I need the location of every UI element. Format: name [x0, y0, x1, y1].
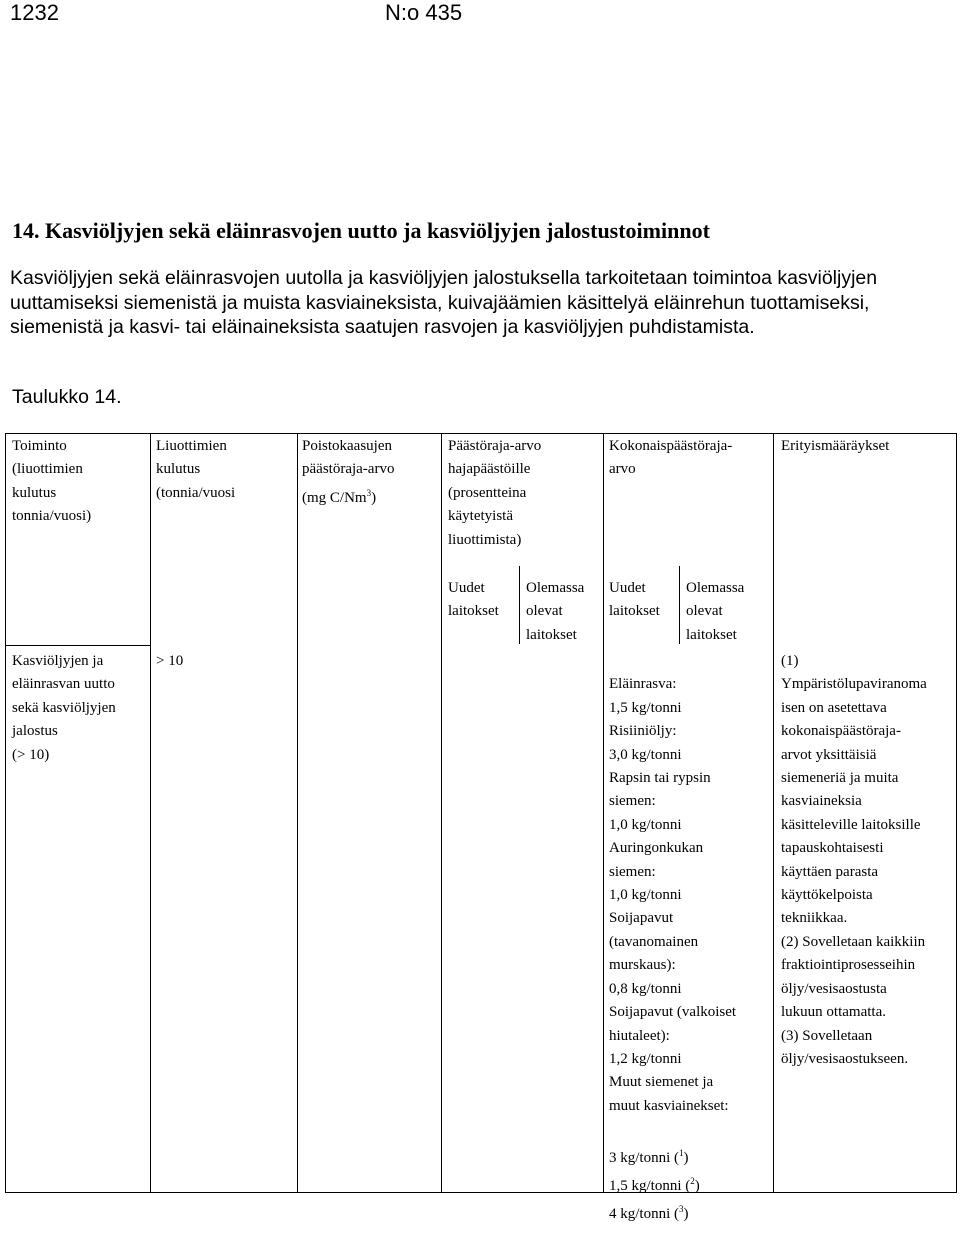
kokonais-line: Soijapavut (valkoiset [609, 1004, 737, 1021]
body-paragraph: Kasviöljyjen sekä eläinrasvojen uutolla ja kasviöljyjen jalostuksella tarkoitetaan toimintoa kasviöljyjen uuttamiseksi siemenistä ja muista kasviaineksista, kuivajäämien käsittelyä eläinrehun tuottamiseksi, siemenistä ja kasvi- tai eläinaineksista saatujen rasvojen ja kasviöljyjen puhdistamista. [10, 267, 878, 338]
kokonais-line: murskaus): [609, 957, 676, 974]
header-hajapaastot: Päästöraja-arvo hajapäästöille (prosentteina käytetyistä liuottimista) [448, 438, 542, 548]
column-divider [603, 433, 604, 1193]
note-superscript: 2 [690, 1175, 695, 1186]
kokonais-note-line [609, 1170, 736, 1198]
note-value: 4 kg/tonni ( [609, 1206, 679, 1223]
note-superscript: 1 [679, 1147, 684, 1158]
table-border-top [5, 433, 957, 434]
kokonais-line: 3,0 kg/tonni [609, 746, 682, 763]
kokonais-line: Risiiniöljy: [609, 723, 677, 740]
note-close: ) [694, 1177, 700, 1194]
subcolumn-divider [519, 566, 520, 644]
kokonais-note-line [609, 1142, 736, 1170]
cell-toiminto: Kasviöljyjen ja eläinrasvan uutto sekä kasviöljyjen jalostus (> 10) [12, 653, 116, 763]
kokonais-line: 0,8 kg/tonni [609, 980, 682, 997]
kokonais-line: Auringonkukan [609, 840, 704, 857]
kokonais-line: Muut siemenet ja [609, 1074, 714, 1091]
note-value: 1,5 kg/tonni ( [609, 1177, 691, 1194]
cell-erityismaaraykset: (1) Ympäristölupaviranoma isen on asetettava kokonaispäästöraja- arvot yksittäisiä siemeneriä ja muita kasviaineksia käsitteleville laitoksille tapauskohtaisesti käyttäen parasta käyttökelpoista tekniikkaa. (2) Sovelletaan kaikkiin fraktiointiprosesseihin öljy/vesisaostusta lukuun ottamatta. (3) Sovelletaan öljy/vesisaostukseen. [781, 653, 927, 1067]
header-poistokaasujen-raja [302, 435, 394, 510]
column-divider [150, 433, 151, 1193]
table-border-left [5, 433, 6, 1193]
header-liuottimien-kulutus: Liuottimien kulutus (tonnia/vuosi [156, 438, 236, 501]
subheader-kok-olemassa: Olemassa olevat laitokset [686, 580, 745, 643]
note-value: 3 kg/tonni ( [609, 1149, 679, 1166]
header-toiminto: Toiminto (liuottimien kulutus tonnia/vuosi) [12, 438, 92, 525]
emission-limits-table [5, 433, 957, 1223]
section-title: 14. Kasviöljyjen sekä eläinrasvojen uutto ja kasviöljyjen jalostustoiminnot [12, 218, 710, 243]
kokonais-line: (tavanomainen [609, 933, 699, 950]
kokonais-line: 1,0 kg/tonni [609, 887, 682, 904]
kokonais-line: 1,2 kg/tonni [609, 1050, 682, 1067]
note-superscript: 3 [679, 1204, 684, 1215]
kokonais-line: Rapsin tai rypsin [609, 770, 711, 787]
kokonais-line: hiutaleet): [609, 1027, 670, 1044]
kokonais-notes [609, 1142, 736, 1227]
kokonais-line: 1,0 kg/tonni [609, 816, 682, 833]
header-poisto-text: Poistokaasujen päästöraja-arvo (mg C/Nm [302, 438, 395, 506]
kokonais-line: siemen: [609, 793, 656, 810]
header-poisto-close: ) [371, 489, 377, 506]
row-divider [5, 645, 150, 646]
kokonais-line: 1,5 kg/tonni [609, 699, 682, 716]
table-border-bottom [5, 1192, 957, 1193]
subheader-haja-olemassa: Olemassa olevat laitokset [526, 580, 585, 643]
cell-kulutus: > 10 [156, 653, 184, 669]
note-close: ) [683, 1206, 689, 1223]
kokonais-line: siemen: [609, 863, 656, 880]
subheader-haja-uudet: Uudet laitokset [448, 580, 499, 620]
table-border-right [956, 433, 957, 1193]
note-close: ) [683, 1149, 689, 1166]
kokonais-line: Soijapavut [609, 910, 674, 927]
column-divider [297, 433, 298, 1193]
kokonais-line: Eläinrasva: [609, 676, 677, 693]
subheader-kok-uudet: Uudet laitokset [609, 580, 660, 620]
column-divider [773, 433, 774, 1193]
kokonais-note-line [609, 1198, 736, 1226]
issue-number: N:o 435 [385, 0, 463, 25]
header-erityismaaraykset: Erityismääräykset [781, 438, 890, 454]
header-poisto-superscript: 3 [366, 487, 372, 498]
cell-kokonaispaasto [609, 650, 736, 1250]
table-caption: Taulukko 14. [12, 386, 122, 408]
kokonais-lines [609, 673, 736, 1118]
header-kokonaispaasto: Kokonaispäästöraja- arvo [609, 438, 733, 478]
subcolumn-divider [679, 566, 680, 644]
column-divider [441, 433, 442, 1193]
kokonais-line: muut kasviainekset: [609, 1097, 729, 1114]
page-number: 1232 [10, 0, 59, 25]
